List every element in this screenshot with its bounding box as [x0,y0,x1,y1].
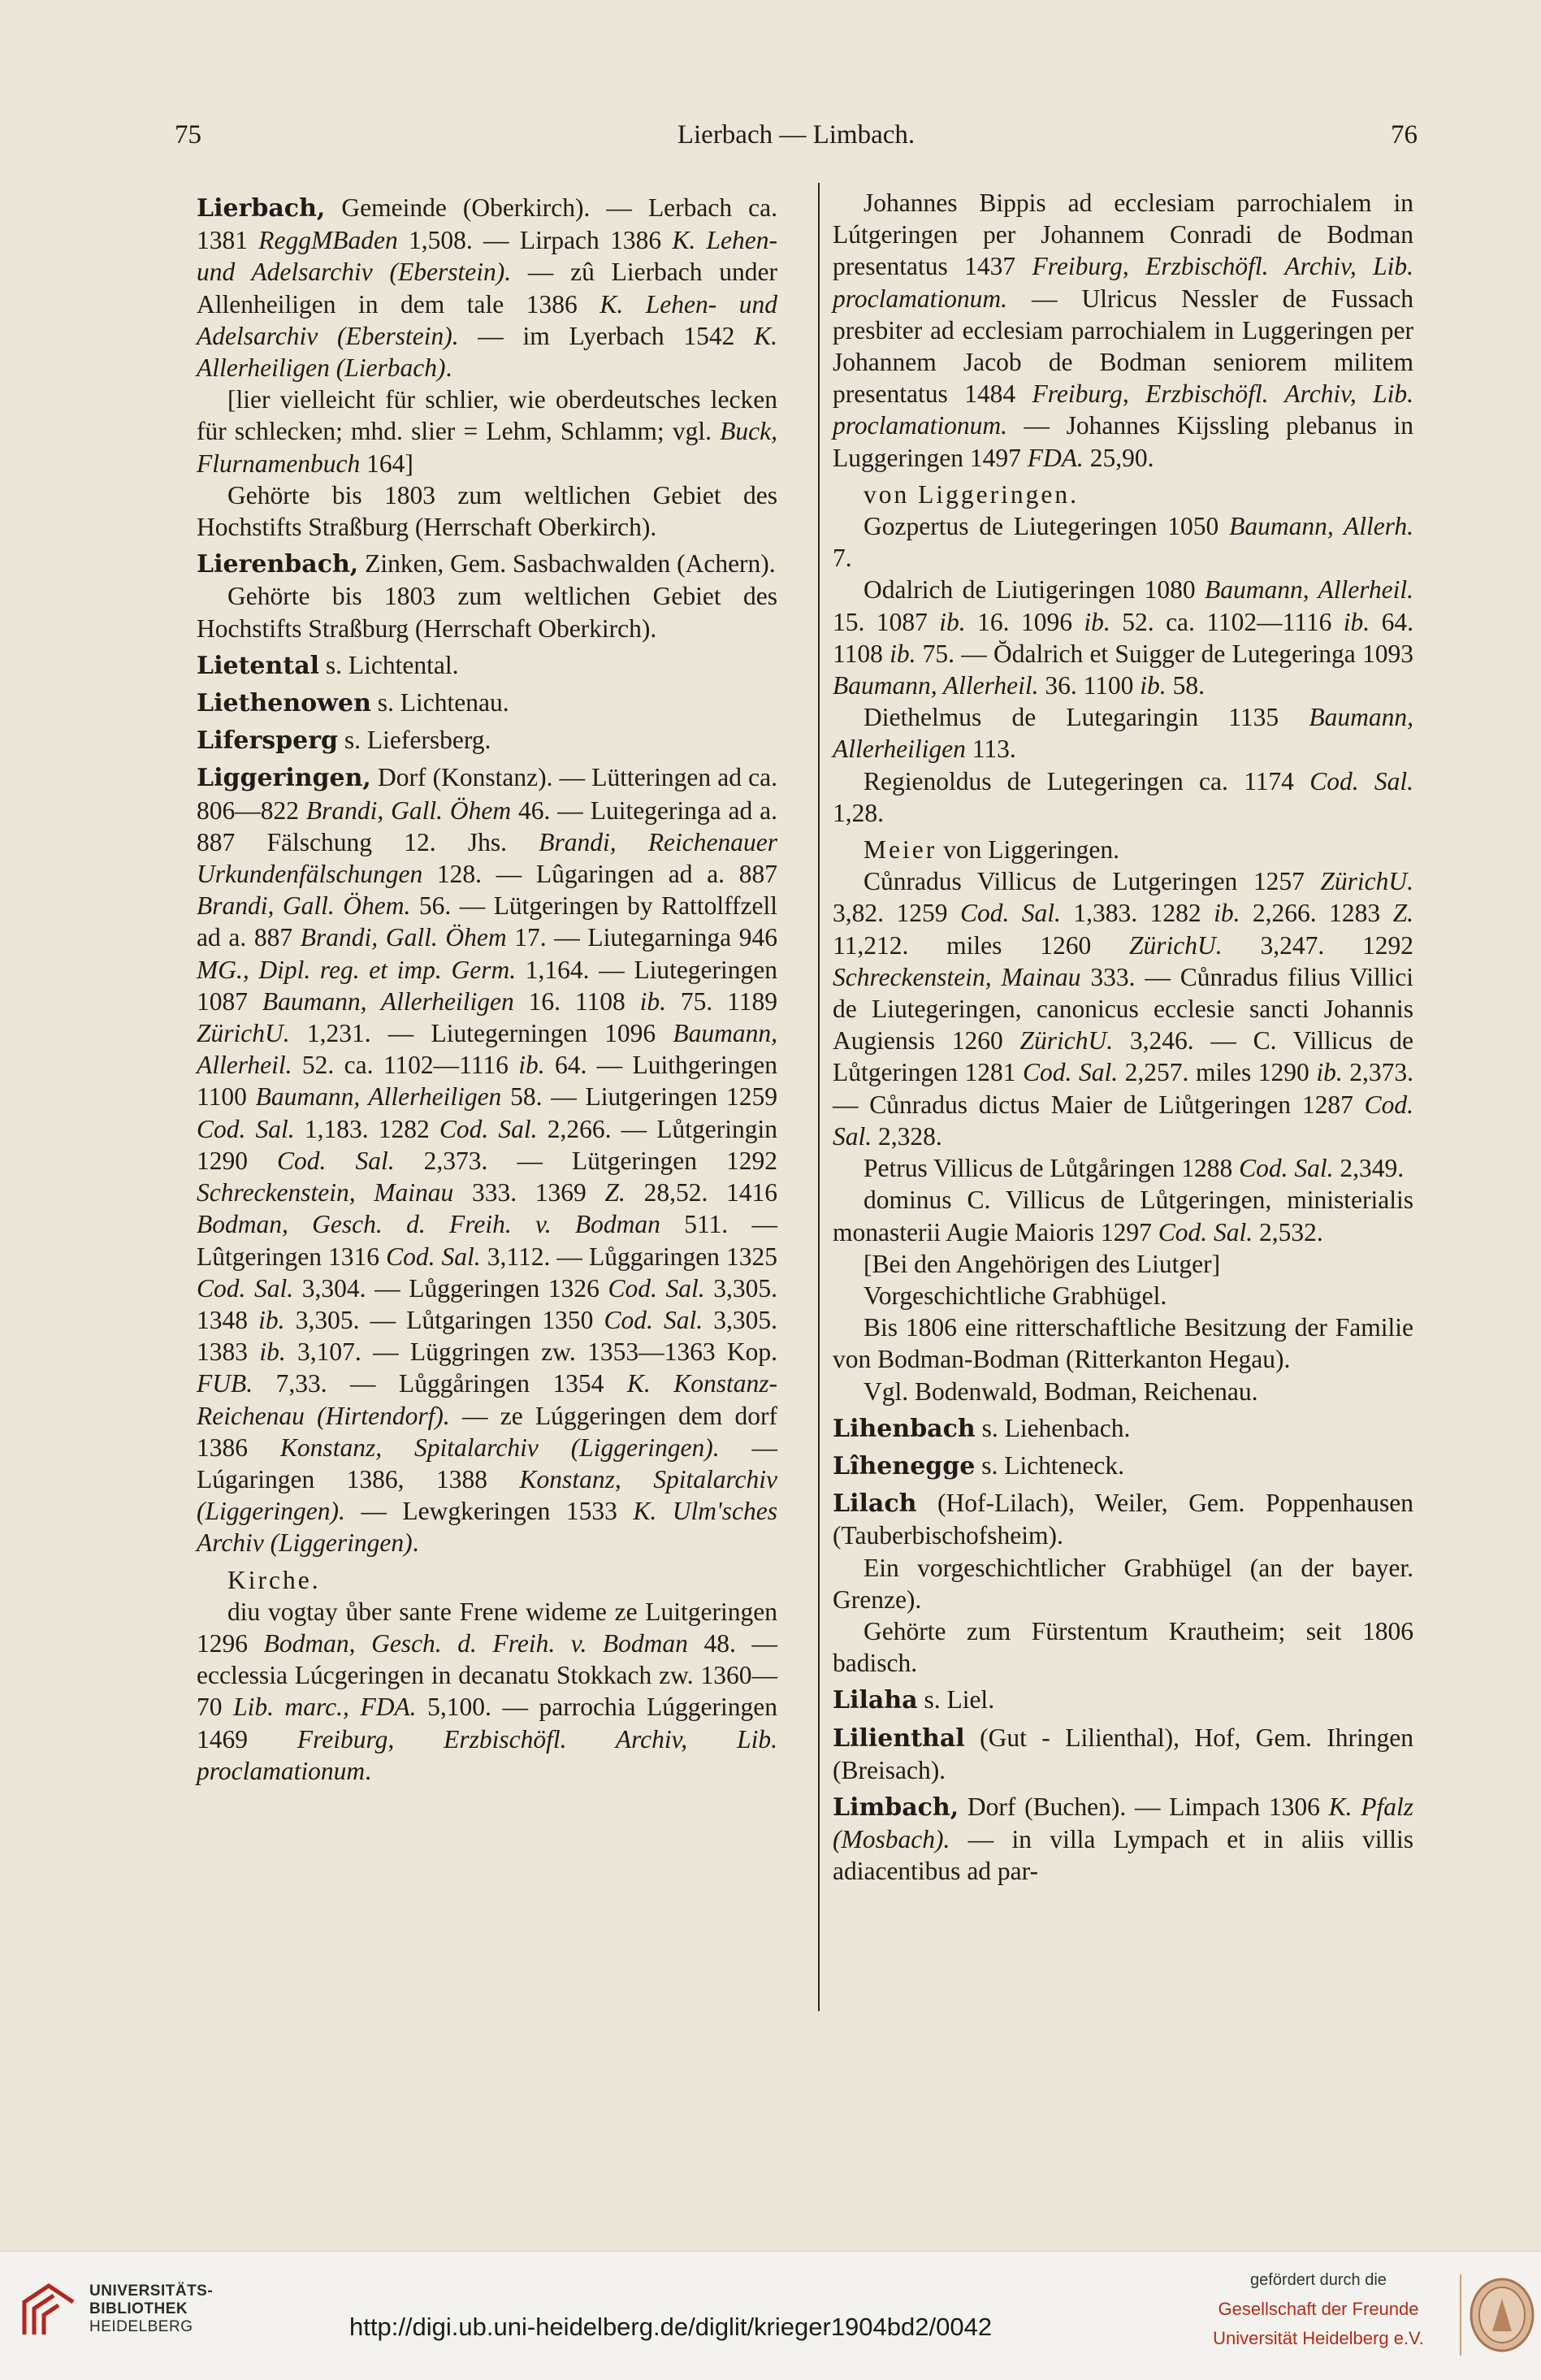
source-citation: Freiburg, Erzbischöfl. Archiv, Lib. proclamationum [197,1724,777,1785]
entry-text: s. Lichtenau. [370,688,509,717]
lemma-entry [833,1450,1413,1482]
lemma-entry [833,1487,1413,1551]
entry-text: 15. 1087 [833,607,940,636]
spaced-heading: Meier [864,835,937,865]
entry-text: — in villa Lympach et in aliis villis adiacentibus ad par- [833,1825,1413,1886]
right-column [833,187,1413,1888]
source-citation: Buck, Flurnamenbuch [197,417,777,478]
source-citation: Z. [1392,899,1414,928]
entry-text: — Lewgkeringen 1533 [344,1497,634,1526]
entry-text: . [445,353,452,383]
source-citation: Brandi, Gall. Öhem [300,923,507,952]
entry-text: 2,349. [1333,1154,1405,1183]
spaced-heading: von Liggeringen. [864,479,1079,509]
lemma-entry [197,761,777,1558]
lemma-headword: Lierenbach, [197,550,359,579]
entry-text: 333. — Cůnradus filius Villici de Liutegeringen, canonicus ecclesie sancti Johannis Augiensis 1260 [833,962,1413,1056]
lemma-entry [833,1722,1413,1786]
entry-paragraph [833,1615,1413,1679]
entry-text: — ze Lúggeringen dem dorf 1386 [197,1401,777,1462]
source-citation: Cod. Sal. [1239,1154,1334,1183]
entry-text: s. Liefersberg. [338,726,491,755]
lemma-headword: Limbach, [833,1793,959,1822]
source-citation: Freiburg, Erzbischöfl. Archiv, Lib. proclamationum. [833,379,1413,440]
entry-text: 3,304. — Lůggeringen 1326 [293,1273,608,1303]
entry-text: — Johannes Kijssling plebanus in Luggeringen 1497 [833,411,1413,472]
lemma-entry [833,1684,1413,1716]
lemma-headword: Lifersperg [197,726,339,756]
source-citation: K. Konstanz-Reichenau (Hirtendorf). [197,1369,777,1430]
entry-text: (Hof-Lilach), Weiler, Gem. Poppenhausen (Tauberbischofsheim). [833,1489,1413,1550]
entry-text: Odalrich de Liutigeringen 1080 [864,575,1206,605]
lemma-headword: Lierbach, [197,194,326,223]
entry-text: 511. — Lûtgeringen 1316 [197,1210,777,1271]
source-citation: ib. [259,1337,286,1367]
entry-text: 128. — Lûgaringen ad a. 887 [422,860,777,889]
entry-paragraph [833,1248,1413,1280]
page-number-right: 76 [1391,120,1418,150]
running-header [175,114,1418,163]
entry-text: 1,508. — Lirpach 1386 [397,226,673,255]
entry-text: [Bei den Angehörigen des Liutger] [864,1249,1221,1278]
source-citation: Schreckenstein, Mainau [197,1178,454,1207]
entry-text: Vorgeschichtliche Grabhügel. [864,1281,1167,1310]
section-heading [197,1564,777,1596]
entry-text: 46. — Luitegeringa ad a. 887 Fälschung 12. Jhs. [197,796,777,856]
entry-paragraph [833,1311,1413,1375]
lemma-headword: Lîhenegge [833,1451,976,1480]
sponsor-line-1: Gesellschaft der Freunde [1218,2299,1419,2319]
sponsor-lead: gefördert durch die [1250,2271,1387,2289]
source-citation: ZürichU. [197,1019,290,1048]
source-citation: Baumann, Allerheil. [833,671,1039,700]
entry-paragraph [197,1596,777,1787]
spaced-heading: Kirche. [227,1565,321,1594]
entry-text: Gehörte bis 1803 zum weltlichen Gebiet des Hochstifts Straßburg (Herrschaft Oberkirch). [197,480,777,542]
source-citation: K. Allerheiligen (Lierbach) [197,321,777,383]
source-citation: Brandi, Reichenauer Urkundenfälschungen [197,827,777,889]
entry-text: — Ulricus Nessler de Fussach presbiter ad ecclesiam parrochialem in Luggeringen per Johannem Jacob de Bodman seniorem militem presentatus 1484 [833,284,1413,409]
source-citation: ib. [1140,671,1167,700]
entry-text: Zinken, Gem. Sasbachwalden (Achern). [358,549,776,579]
lemma-entry [833,1791,1413,1888]
source-citation: Cod. Sal. [439,1114,538,1143]
entry-text: Bis 1806 eine ritterschaftliche Besitzung der Familie von Bodman-Bodman (Ritterkanton Hegau). [833,1313,1413,1374]
source-citation: Baumann, Allerheiligen [262,986,514,1016]
lemma-entry [197,548,777,580]
source-citation: Schreckenstein, Mainau [833,962,1081,991]
source-citation: Baumann, Allerheil. [1205,575,1413,605]
entry-text: Gehörte bis 1803 zum weltlichen Gebiet des Hochstifts Straßburg (Herrschaft Oberkirch). [197,582,777,643]
source-citation: K. Lehen- und Adelsarchiv (Eberstein). [197,289,778,350]
entry-text: 1,383. 1282 [1060,899,1214,928]
sponsor-line-2: Universität Heidelberg e.V. [1213,2328,1424,2348]
left-column [197,187,777,1787]
entry-text: 2,266. — Lůtgeringin 1290 [197,1114,777,1175]
source-citation: Cod. Sal. [833,1090,1413,1151]
entry-paragraph [833,1280,1413,1311]
entry-text: 1,231. — Liutegerningen 1096 [289,1019,673,1048]
entry-paragraph [833,574,1413,701]
entry-text: 11,212. miles 1260 [833,930,1129,960]
source-citation: K. Lehen- und Adelsarchiv (Eberstein). [197,226,778,287]
lemma-entry [197,724,777,756]
entry-text: 3,305. — Lůtgaringen 1350 [284,1305,604,1334]
source-citation: Freiburg, Erzbischöfl. Archiv, Lib. proclamationum. [833,252,1413,313]
source-citation: K. Ulm'sches Archiv (Liggeringen) [197,1497,777,1558]
entry-text: 3,247. 1292 [1222,930,1414,960]
entry-paragraph [833,701,1413,765]
entry-text: 56. — Lütgeringen by Rattolffzell ad a. 887 [197,891,777,952]
entry-text: 2,266. 1283 [1240,899,1393,928]
lemma-headword: Lihenbach [833,1414,976,1443]
source-citation: ZürichU. [1129,930,1223,960]
entry-text: [lier vielleicht für schlier, wie oberdeutsches lecken für schlecken; mhd. slier = Lehm, Schlamm; vgl. [197,385,777,446]
entry-text: diu vogtay ůber sante Frene wideme ze Luitgeringen 1296 [197,1597,777,1658]
entry-text: 3,305. 1348 [197,1273,778,1334]
entry-paragraph [833,1184,1413,1247]
entry-text: Ein vorgeschichtlicher Grabhügel (an der bayer. Grenze). [833,1553,1413,1614]
source-citation: Konstanz, Spitalarchiv (Liggeringen). [197,1464,777,1526]
library-line-3: HEIDELBERG [89,2318,193,2335]
lemma-headword: Lilaha [833,1686,918,1715]
entry-text: 2,328. [872,1121,942,1151]
ub-heidelberg-logo-icon[interactable] [16,2278,81,2343]
entry-text: 3,107. — Lüggringen zw. 1353—1363 Kop. [285,1337,778,1367]
entry-text: 3,112. — Lůggaringen 1325 [480,1242,777,1271]
source-citation: FUB. [197,1369,253,1398]
entry-text: 52. ca. 1102—1116 [292,1051,519,1080]
source-citation: Cod. Sal. [386,1242,481,1271]
entry-text: s. Lichteneck. [975,1450,1125,1480]
running-title: Lierbach — Limbach. [677,120,916,150]
source-citation: Baumann, Allerheiligen [255,1082,502,1112]
lemma-headword: Lietental [197,651,320,680]
entry-text: (Gut - Lilienthal), Hof, Gem. Ihringen (Breisach). [833,1723,1413,1784]
entry-text: 58. — Liutgeringen 1259 [501,1082,777,1112]
entry-text: Johannes Bippis ad ecclesiam parrochialem in Lútgeringen per Johannem Conradi de Bodman presentatus 1437 [833,189,1413,281]
entry-text: 3,82. 1259 [833,899,960,928]
source-citation: Baumann, Allerheiligen [833,703,1413,764]
entry-paragraph [833,765,1413,829]
entry-text: 64. 1108 [833,607,1414,668]
entry-text: 3,305. 1383 [197,1305,778,1367]
source-citation: Cod. Sal. [1158,1217,1253,1246]
source-citation: Cod. Sal. [959,899,1061,928]
library-line-2: BIBLIOTHEK [89,2300,188,2317]
entry-text: 2,532. [1253,1217,1323,1246]
entry-paragraph [833,1376,1413,1407]
lemma-entry [197,192,777,384]
entry-text: dominus C. Villicus de Lůtgeringen, ministerialis monasterii Augie Maioris 1297 [833,1186,1413,1246]
entry-text: Petrus Villicus de Lůtgåringen 1288 [864,1154,1240,1183]
entry-text: 25,90. [1083,443,1154,472]
source-citation: ib. [939,607,966,636]
entry-text: 113. [965,735,1016,764]
entry-text: . [365,1756,371,1785]
source-citation: Konstanz, Spitalarchiv (Liggeringen). [279,1433,720,1462]
entry-text: Regienoldus de Lutegeringen ca. 1174 [864,766,1310,796]
source-citation: ib. [639,986,666,1016]
source-citation: ib. [258,1305,285,1334]
source-citation: ZürichU. [1320,867,1413,896]
source-citation: Baumann, Allerh. [1229,512,1414,541]
library-name[interactable] [89,2282,213,2336]
source-citation: Bodman, Gesch. d. Freih. v. Bodman [263,1628,688,1658]
section-heading [833,834,1413,865]
entry-paragraph [833,187,1413,474]
source-citation: ib. [1214,899,1240,928]
source-citation: MG., Dipl. reg. et imp. Germ. [197,955,517,984]
page-number-left: 75 [175,120,201,150]
entry-text: 164] [360,449,413,478]
source-citation: Cod. Sal. [197,1114,295,1143]
source-citation: Cod. Sal. [197,1273,294,1303]
entry-paragraph [833,1552,1413,1615]
entry-text: 64. — Luithgeringen 1100 [197,1051,777,1112]
source-citation: ib. [518,1051,545,1080]
entry-text: Gemeinde (Oberkirch). — Lerbach ca. 1381 [197,193,777,255]
source-citation: Brandi, Gall. Öhem. [197,891,411,921]
entry-text: — zû Lierbach under Allenheiligen in dem tale 1386 [197,258,777,319]
entry-text: 48. — ecclessia Lúcgeringen in decanatu Stokkach zw. 1360—70 [197,1628,778,1722]
sponsor-credit[interactable] [1193,2269,1444,2359]
lemma-headword: Lilienthal [833,1723,965,1753]
entry-text: 75. 1189 [666,986,777,1016]
lemma-headword: Lilach [833,1489,917,1519]
source-citation: Cod. Sal. [1023,1058,1119,1087]
lemma-entry [833,1412,1413,1445]
entry-text: 7,33. — Lůggåringen 1354 [253,1369,627,1398]
entry-text: 7. [833,544,852,573]
entry-text: 75. — Ŏdalrich et Suigger de Lutegeringa 1093 [916,639,1413,668]
source-citation: K. Pfalz (Mosbach). [833,1792,1414,1854]
entry-text: Vgl. Bodenwald, Bodman, Reichenau. [864,1376,1258,1406]
entry-text: — im Lyerbach 1542 [458,321,755,350]
permalink-url[interactable]: http://digi.ub.uni-heidelberg.de/diglit/krieger1904bd2/0042 [349,2313,993,2341]
entry-text: Dorf (Buchen). — Limpach 1306 [959,1792,1329,1821]
entry-text: 2,373. — Lütgeringen 1292 [394,1146,777,1175]
entry-text: Cůnradus Villicus de Lutgeringen 1257 [864,867,1321,896]
source-citation: ib. [890,639,916,668]
source-citation: Baumann, Allerheil. [197,1019,777,1080]
lemma-entry [197,687,777,719]
entry-text: 2,373. — Cůnradus dictus Maier de Liůtgeringen 1287 [833,1058,1414,1119]
university-seal-icon [1460,2274,1537,2356]
entry-text: 28,52. 1416 [625,1178,778,1207]
column-divider [818,183,820,2011]
entry-text: — Lúgaringen 1386, 1388 [197,1433,777,1493]
source-citation: Z. [604,1178,625,1207]
entry-text: 5,100. — parrochia Lúggeringen 1469 [197,1693,777,1754]
lemma-entry [197,649,777,682]
entry-text: 16. 1108 [513,986,640,1016]
section-heading [833,479,1413,510]
source-citation: Cod. Sal. [1309,766,1414,796]
entry-text: 3,246. — C. Villicus de Lůtgeringen 1281 [833,1026,1414,1087]
library-line-1: UNIVERSITÄTS- [89,2282,214,2300]
source-citation: ib. [1343,607,1370,636]
entry-text: 1,183. 1282 [294,1114,439,1143]
entry-paragraph [197,479,777,543]
entry-text: 1,164. — Liutegeringen 1087 [197,955,778,1016]
source-citation: Cod. Sal. [604,1305,703,1334]
entry-text: s. Liehenbach. [975,1413,1131,1442]
entry-text: 333. 1369 [453,1178,605,1207]
source-citation: Lib. marc., FDA. [233,1693,417,1722]
source-citation: Cod. Sal. [608,1273,705,1303]
entry-paragraph [833,510,1413,574]
entry-text: 16. 1096 [965,607,1084,636]
viewer-footer [0,2251,1541,2380]
lemma-headword: Liethenowen [197,689,371,718]
source-citation: ReggMBaden [258,226,398,255]
entry-text: Gehörte zum Fürstentum Krautheim; seit 1806 badisch. [833,1616,1413,1678]
entry-text: 58. [1166,671,1205,700]
entry-text: s. Lichtental. [319,650,459,679]
source-citation: ZürichU. [1019,1026,1114,1056]
entry-text: 2,257. miles 1290 [1118,1058,1317,1087]
entry-text: 1,28. [833,798,884,827]
lemma-headword: Liggeringen, [197,764,371,793]
entry-paragraph [833,1152,1413,1184]
entry-text: s. Liel. [917,1685,995,1715]
entry-text: Diethelmus de Lutegaringin 1135 [864,703,1309,732]
entry-text: Gozpertus de Liutegeringen 1050 [864,512,1230,541]
entry-text: von Liggeringen. [937,835,1120,865]
entry-text: 36. 1100 [1038,671,1141,700]
entry-paragraph [197,580,777,644]
source-citation: Cod. Sal. [277,1146,395,1175]
source-citation: Bodman, Gesch. d. Freih. v. Bodman [197,1210,660,1239]
source-citation: ib. [1316,1058,1343,1087]
source-citation: FDA. [1027,443,1084,472]
source-citation: ib. [1084,607,1110,636]
source-citation: Brandi, Gall. Öhem [305,796,512,825]
entry-text: . [412,1528,419,1558]
entry-paragraph [833,865,1413,1152]
entry-paragraph [197,384,777,479]
entry-text: Dorf (Konstanz). — Lütteringen ad ca. 806—822 [197,763,777,825]
entry-text: 52. ca. 1102—1116 [1110,607,1344,636]
entry-text: 17. — Liutegarninga 946 [506,923,778,952]
